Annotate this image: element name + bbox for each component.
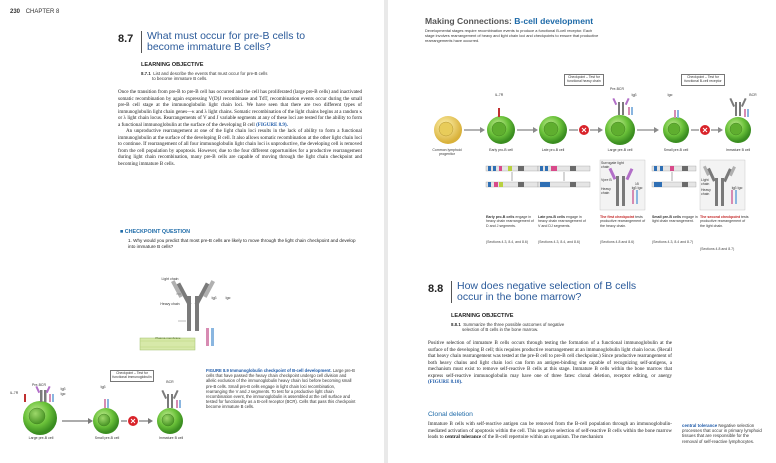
figure-caption: FIGURE 8.9 Immunoglobulin checkpoint of B-cell development. Large pre-B cells that have passed the heavy chain checkpoint undergo cell division and allelic exclusion of the immunoglobulin heavy chain loci before becoming small pre-B cells. Small pre-B cells engage in light chain loci recombination, rearranging the V and J segments. To test for a productive light chain recombination event, the immunoglobulin is assembled at the cell surface and tested for functionality as a B-cell receptor (BCR). Cells that pass this checkpoint become immature B cells. xyxy=(206,368,356,410)
cell-label-early-pro-b: Early pro-B cell xyxy=(489,148,513,152)
section-title: What must occur for pre-B cells to become immature B cells? xyxy=(141,31,341,53)
cell-label-immature-b-2: Immature B cell xyxy=(725,148,751,152)
body-text-2: Positive selection of immature B cells occurs through testing the formation of a functional immunoglobulin at the surface of the developing B cell; this requires productive rearrangement at an immunoglobulin light chain locus. (Recall that heavy chain rearrangement was tested at the pre-B cell to pre-B cell checkpoint.) Since productive rearrangement of both heavy chains and light chain loci can form an antigen-binding site capable of recognizing self-antigens, a mechanism must exist to remove self-reactive B cells at this stage. Immature B cells within the bone marrow that express self-reactive immunoglobulin may have one of three fates: clonal deletion, receptor editing, or anergy (FIGURE 8.10). xyxy=(428,340,672,385)
ref-first-checkpoint: (Sections 4.8 and 8.6) xyxy=(600,240,635,244)
caption-late-pro-b: Late pro-B cells engage in heavy chain rearrangement of V and DJ segments. xyxy=(538,215,586,228)
section-title-2: How does negative selection of B cells occur in the bone marrow? xyxy=(451,281,651,303)
body-paragraph-1: Once the transition from pre-B to pre-B cell has occurred and the cell has proliferated (large pre-B cells) and inactivated somatic recombination by again expressing V(D)J recombinase and TdT, recombination events occur during the small pre-B cell stage at the immunoglobulin light chain loci. We have seen that there are two different types of immunoglobulin light chain genes—κ and λ light chains. Somatic recombination of the light chains begins at a random κ or λ light chain locus. Rearrangements of V and J variable segments at any of these loci are tested for the ability to form a functional immunoglobulin at the surface of the developing B cell (FIGURE 8.9). xyxy=(118,89,362,128)
clonal-deletion-text: Immature B cells with self-reactive antigen can be removed from the B-cell population through an immunoglobulin-mediated activation of apoptosis within the cell. This negative selection of self-reactive B cells within the bone marrow leads to central tolerance of the B-cell repertoire within an organism. The mechanism xyxy=(428,421,672,440)
caption-second-checkpoint: The second checkpoint tests productive rearrangement of the light chain. xyxy=(700,215,749,228)
bcr-label-2: BCR xyxy=(749,93,757,97)
cell-label-large-pre-b: Large pre-B cell xyxy=(28,436,54,440)
figure-reference-2[interactable]: (FIGURE 8.10). xyxy=(428,379,463,385)
immature-b-cell-graphic xyxy=(157,390,183,434)
small-pre-b-cell-graphic xyxy=(93,399,119,434)
page-number: 230 xyxy=(10,9,21,15)
learning-objective-item: 8.7.1 List and describe the events that must occur for pre-B cells to become immature B cells. xyxy=(141,71,268,82)
checkpoint-2-fail-icon xyxy=(700,125,710,135)
vpreb-label: Vpre B xyxy=(601,178,612,182)
section-number-2: 8.8 xyxy=(428,283,444,295)
iga-label: Igα xyxy=(225,296,231,300)
il7r-label-2: IL-7R xyxy=(494,93,504,97)
body-paragraph-2: An unproductive rearrangement at one of the light chain loci results in the lack of ability to form a functional immunoglobulin at the surface of the developing B cell. It also allows somatic recombination at the other light chain loci to continue. If rearrangement of all four immunoglobulin light chain loci is unproductive, the developing cell is removed from the cell population by apoptosis. However, due to the four different opportunities for a productive rearrangement during light chain recombination, many pre-B cells are capable of moving through the light chain checkpoint and becoming immature B cells. xyxy=(118,128,362,167)
cell-label-late-pro-b: Late pro-B cell xyxy=(541,148,565,152)
learning-objective-item-2: 8.8.1 Summarize the three possible outcomes of negative selection of B cells in the bone marrow. xyxy=(451,322,565,333)
cell-label-large-pre-b-2: Large pre-B cell xyxy=(607,148,633,152)
cell-label-clp: Common lymphoid progenitor xyxy=(432,148,462,157)
lambda5-label: λ5 xyxy=(635,182,639,186)
igb-label: Igβ xyxy=(211,296,217,300)
ref-late-pro-b: (Sections 4.3, 8.4, and 8.6) xyxy=(538,240,581,244)
ref-early-pro-b: (Sections 4.3, 8.4, and 8.6) xyxy=(486,240,529,244)
checkpoint-fail-icon xyxy=(128,416,138,426)
checkpoint-1-box: Checkpoint – Test for functional heavy chain xyxy=(564,74,604,86)
making-connections-intro: Developmental stages require recombination events to produce a functional B-cell receptor. Each stage involves rearrangement of heavy and light chain loci and checkpoints to ensure that productive rearrangements have occurred. xyxy=(425,28,599,43)
late-pro-b-cell-graphic xyxy=(539,116,567,144)
caption-small-pre-b: Small pre-B cells engage in light chain rearrangement. xyxy=(652,215,698,224)
body-text xyxy=(118,89,362,167)
il7r-label: IL-7R xyxy=(9,391,19,395)
ref-second-checkpoint: (Sections 4.8 and 8.7) xyxy=(700,247,735,251)
ref-small-pre-b: (Sections 4.3, 8.4 and 8.7) xyxy=(652,240,694,244)
cell-label-immature-b: Immature B cell xyxy=(158,436,184,440)
checkpoint-box: Checkpoint – Test for functional immunoglobulin xyxy=(110,370,154,382)
section-number: 8.7 xyxy=(118,33,134,45)
checkpoint-question-heading: ■ CHECKPOINT QUESTION xyxy=(120,229,191,235)
light-chain-label-2: Light chain xyxy=(701,178,710,187)
checkpoint-question: 1. Why would you predict that most pre-B cells are likely to move through the light chain checkpoint and develop into immature B cells? xyxy=(128,238,356,249)
right-page xyxy=(388,0,776,463)
igb-label-4: Igβ xyxy=(631,93,637,97)
figure-reference[interactable]: (FIGURE 8.9). xyxy=(256,121,288,128)
immature-b-cell-graphic-2 xyxy=(725,98,751,143)
pre-bcr-label: Pre-BCR xyxy=(31,383,46,387)
heavy-chain-label: Heavy chain xyxy=(160,302,180,306)
cell-label-small-pre-b-2: Small pre-B cell xyxy=(663,148,689,152)
heavy-chain-label-3: Heavy chain xyxy=(701,188,711,197)
caption-first-checkpoint: The first checkpoint tests productive rearrangement of the heavy chain. xyxy=(600,215,646,228)
heavy-chain-label-2: Heavy chain xyxy=(601,187,611,196)
common-lymphoid-progenitor-graphic xyxy=(434,116,462,144)
light-chain-locus xyxy=(652,166,696,187)
light-chain-label: Light chain xyxy=(161,277,179,281)
large-pre-b-cell-graphic-2 xyxy=(605,98,635,145)
glossary-entry: central tolerance Negative selection processes that occur in primary lymphoid tissues that are responsible for the removal of self-reactive lymphocytes. xyxy=(682,423,762,444)
igb-label-2: Igβ xyxy=(60,387,66,391)
left-page xyxy=(0,0,384,463)
plasma-membrane-label: Plasma membrane xyxy=(155,336,181,340)
igb-iga-label-2: Igβ Igα xyxy=(731,186,743,190)
cell-label-small-pre-b: Small pre-B cell xyxy=(94,436,120,440)
making-connections-title: Making Connections: B-cell development xyxy=(425,16,594,26)
figure-8-9 xyxy=(0,266,384,463)
page-header xyxy=(10,9,59,15)
large-pre-b-cell-graphic xyxy=(23,386,57,435)
small-pre-b-cell-graphic-2 xyxy=(663,110,689,143)
pre-bcr-label-2: Pre-BCR xyxy=(609,87,624,91)
checkpoint-2-box: Checkpoint – Test for functional B-cell receptor xyxy=(681,74,725,86)
bcr-label: BCR xyxy=(166,380,174,384)
b-cell-development-diagram xyxy=(388,0,776,250)
iga-label-2: Igα xyxy=(60,392,66,396)
checkpoint-1-fail-icon xyxy=(579,125,589,135)
igb-label-3: Igβ xyxy=(100,385,106,389)
learning-objective-heading-2: LEARNING OBJECTIVE xyxy=(451,313,514,319)
learning-objective-heading: LEARNING OBJECTIVE xyxy=(141,62,204,68)
caption-early-pro-b: Early pro-B cells engage in heavy chain rearrangement of D and J segments. xyxy=(486,215,534,228)
igb-iga-label: Igβ Igα xyxy=(631,186,643,190)
surrogate-label: Surrogate light chain xyxy=(601,161,624,170)
clonal-deletion-heading: Clonal deletion xyxy=(428,411,473,418)
iga-label-4: Igα xyxy=(667,93,673,97)
early-pro-b-cell-graphic xyxy=(487,108,515,144)
chapter-label: CHAPTER 8 xyxy=(25,9,60,15)
